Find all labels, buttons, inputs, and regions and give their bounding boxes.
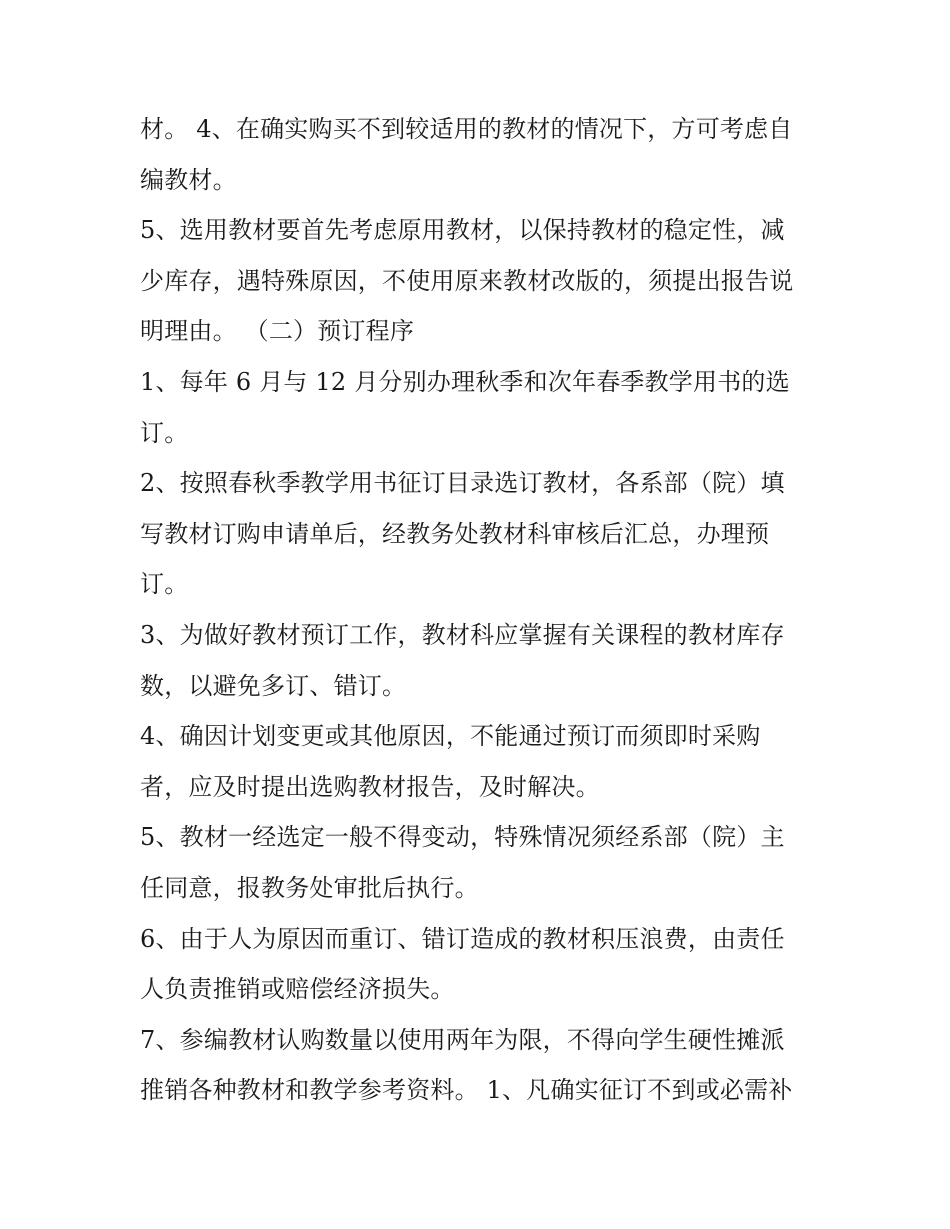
text-line: 人负责推销或赔偿经济损失。 [140, 975, 455, 1004]
text-line: 4、确因计划变更或其他原因，不能通过预订而须即时采购 [140, 722, 761, 751]
text-line: 1、每年 6 月与 12 月分别办理秋季和次年春季教学用书的选 [140, 367, 790, 396]
text-line: 少库存，遇特殊原因，不使用原来教材改版的，须提出报告说 [140, 266, 794, 295]
text-line: 明理由。 （二）预订程序 [140, 317, 415, 346]
text-line: 者，应及时提出选购教材报告，及时解决。 [140, 772, 600, 801]
text-line: 订。 [140, 570, 189, 599]
text-line: 任同意，报教务处审批后执行。 [140, 873, 479, 902]
text-line: 5、教材一经选定一般不得变动，特殊情况须经系部（院）主 [140, 823, 785, 852]
document-body [140, 104, 830, 1116]
text-line: 编教材。 [140, 165, 237, 194]
text-line: 材。 4、在确实购买不到较适用的教材的情况下，方可考虑自 [140, 115, 793, 143]
text-line: 3、为做好教材预订工作，教材科应掌握有关课程的教材库存 [140, 620, 785, 649]
text-line: 2、按照春秋季教学用书征订目录选订教材，各系部（院）填 [140, 469, 785, 498]
text-line: 数，以避免多订、错订。 [140, 671, 407, 700]
text-line: 6、由于人为原因而重订、错订造成的教材积压浪费，由责任 [140, 924, 785, 953]
text-line: 写教材订购申请单后，经教务处教材科审核后汇总，办理预 [140, 519, 770, 548]
text-line: 订。 [140, 418, 189, 447]
text-line: 推销各种教材和教学参考资料。 1、凡确实征订不到或必需补 [140, 1076, 793, 1105]
text-line: 5、选用教材要首先考虑原用教材，以保持教材的稳定性，减 [140, 216, 785, 245]
text-line: 7、参编教材认购数量以使用两年为限，不得向学生硬性摊派 [140, 1025, 785, 1054]
